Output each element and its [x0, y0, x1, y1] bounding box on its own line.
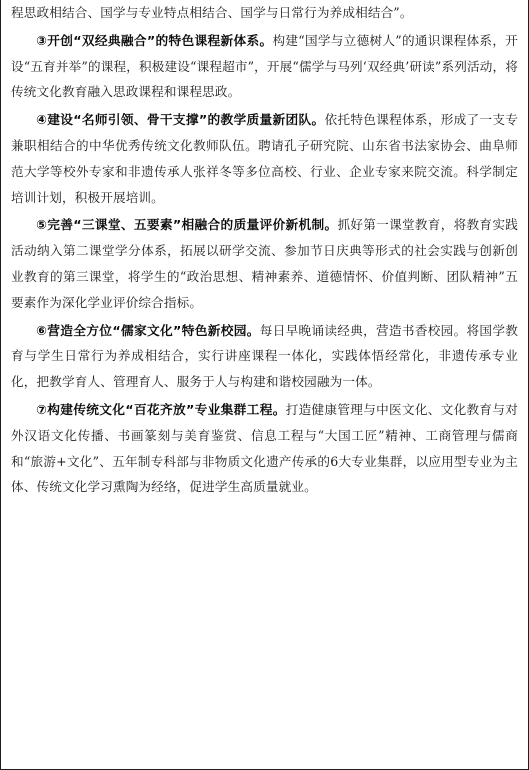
section-paragraph-5 — [11, 212, 518, 315]
section-paragraph-3 — [11, 28, 518, 105]
section-heading-5: ⑤完善“三课堂、五要素”相融合的质量评价新机制。 — [36, 217, 338, 233]
section-body-5: 抓好第一课堂教育，将教育实践活动纳入第二课堂学分体系，拓展以研学交流、参加节日庆典等形式的社会实践与创新创业教育的第三课堂，将学生的“政治思想、精神素养、道德情怀、价值判断、团队精神”五要素作为深化学业评价综合指标。 — [11, 217, 518, 310]
section-body-7: 打造健康管理与中医文化、文化教育与对外汉语文化传播、书画篆刻与美育鉴赏、信息工程与“大国工匠”精神、工商管理与儒商和“旅游+文化”、五年制专科部与非物质文化遗产传承的6大专业集群，以应用型专业为主体、传统文化学习熏陶为经络，促进学生高质量就业。 — [11, 401, 519, 495]
document-content — [11, 0, 518, 502]
section-body-4: 依托特色课程体系，形成了一支专兼职相结合的中华优秀传统文化教师队伍。聘请孔子研究院、山东省书法家协会、曲阜师范大学等校外专家和非遗传承人张祥冬等多位高校、行业、企业专家来院交流。科学制定培训计划，积极开展培训。 — [11, 112, 519, 205]
continuation-paragraph — [11, 0, 518, 26]
section-heading-4: ④建设“名师引领、骨干支撑”的教学质量新团队。 — [36, 112, 325, 128]
section-heading-6: ⑥营造全方位“儒家文化”特色新校园。 — [36, 322, 260, 338]
section-paragraph-4 — [11, 107, 518, 210]
section-body-6: 每日早晚诵读经典，营造书香校园。将国学教育与学生日常行为养成相结合，实行讲座课程一体化，实践体悟经常化，非遗传承专业化，把教学育人、管理育人、服务于人与构建和谐校园融为一体。 — [11, 322, 518, 390]
continuation-text: 程思政相结合、国学与专业特点相结合、国学与日常行为养成相结合”。 — [11, 5, 413, 20]
section-paragraph-6 — [11, 318, 518, 395]
section-heading-3: ③开创“双经典融合”的特色课程新体系。 — [36, 32, 273, 48]
section-heading-7: ⑦构建传统文化“百花齐放”专业集群工程。 — [36, 401, 286, 417]
section-body-3: 构建“国学与立德树人”的通识课程体系，开设“五育并举”的课程，积极建设“课程超市”，开展“儒学与马列‘双经典’研读”系列活动，将传统文化教育融入思政课程和课程思政。 — [11, 32, 518, 100]
section-paragraph-7 — [11, 397, 518, 500]
